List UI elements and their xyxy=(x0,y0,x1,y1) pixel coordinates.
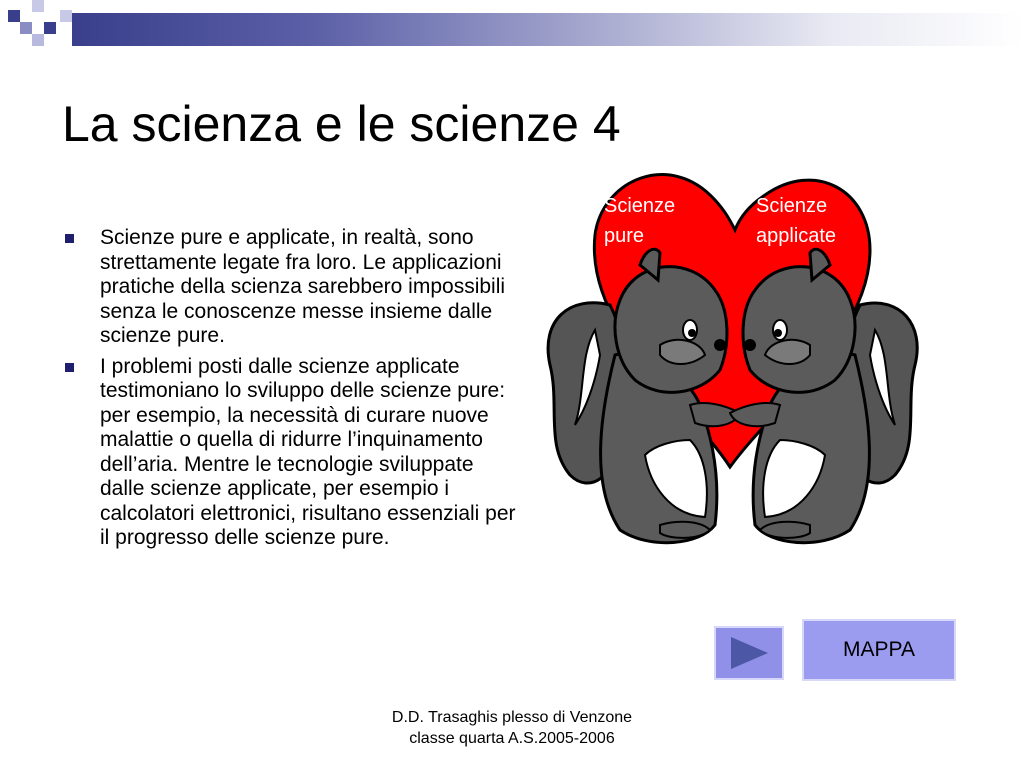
map-button[interactable] xyxy=(802,619,956,681)
next-slide-button[interactable] xyxy=(714,626,784,680)
square-bullet-icon xyxy=(65,234,74,243)
bullet-list xyxy=(62,226,522,557)
map-button-label: MAPPA xyxy=(843,638,915,661)
bullet-text: Scienze pure e applicate, in realtà, sono strettamente legate fra loro. Le applicazioni pratiche della scienza sarebbero impossibili senza le conoscenze messe insieme dalle scienze pure. xyxy=(100,226,506,347)
bullet-item xyxy=(62,226,522,349)
footer xyxy=(350,707,674,749)
header-band xyxy=(72,13,1024,46)
slide-title: La scienza e le scienze 4 xyxy=(62,96,621,152)
square-bullet-icon xyxy=(65,363,74,372)
corner-decoration xyxy=(0,0,80,64)
footer-line-school: D.D. Trasaghis plesso di Venzone xyxy=(391,709,633,726)
play-arrow-icon xyxy=(728,635,770,671)
bullet-text: I problemi posti dalle scienze applicate testimoniano lo sviluppo delle scienze pure: per esempio, la necessità di curare nuove malattie o quella di ridurre l’inquinamento dell’aria. Mentre le tecnologie sviluppate dalle scienze applicate, per esempio i calcolatori elettronici, risultano essenziali per il progresso delle scienze pure. xyxy=(100,354,516,549)
footer-line-class: classe quarta A.S.2005-2006 xyxy=(409,730,615,747)
skunks-heart-icon xyxy=(540,155,930,555)
heart-label-applied: Scienze applicate xyxy=(756,195,837,247)
bullet-item xyxy=(62,355,522,551)
heart-label-pure: Scienze pure xyxy=(604,195,676,247)
